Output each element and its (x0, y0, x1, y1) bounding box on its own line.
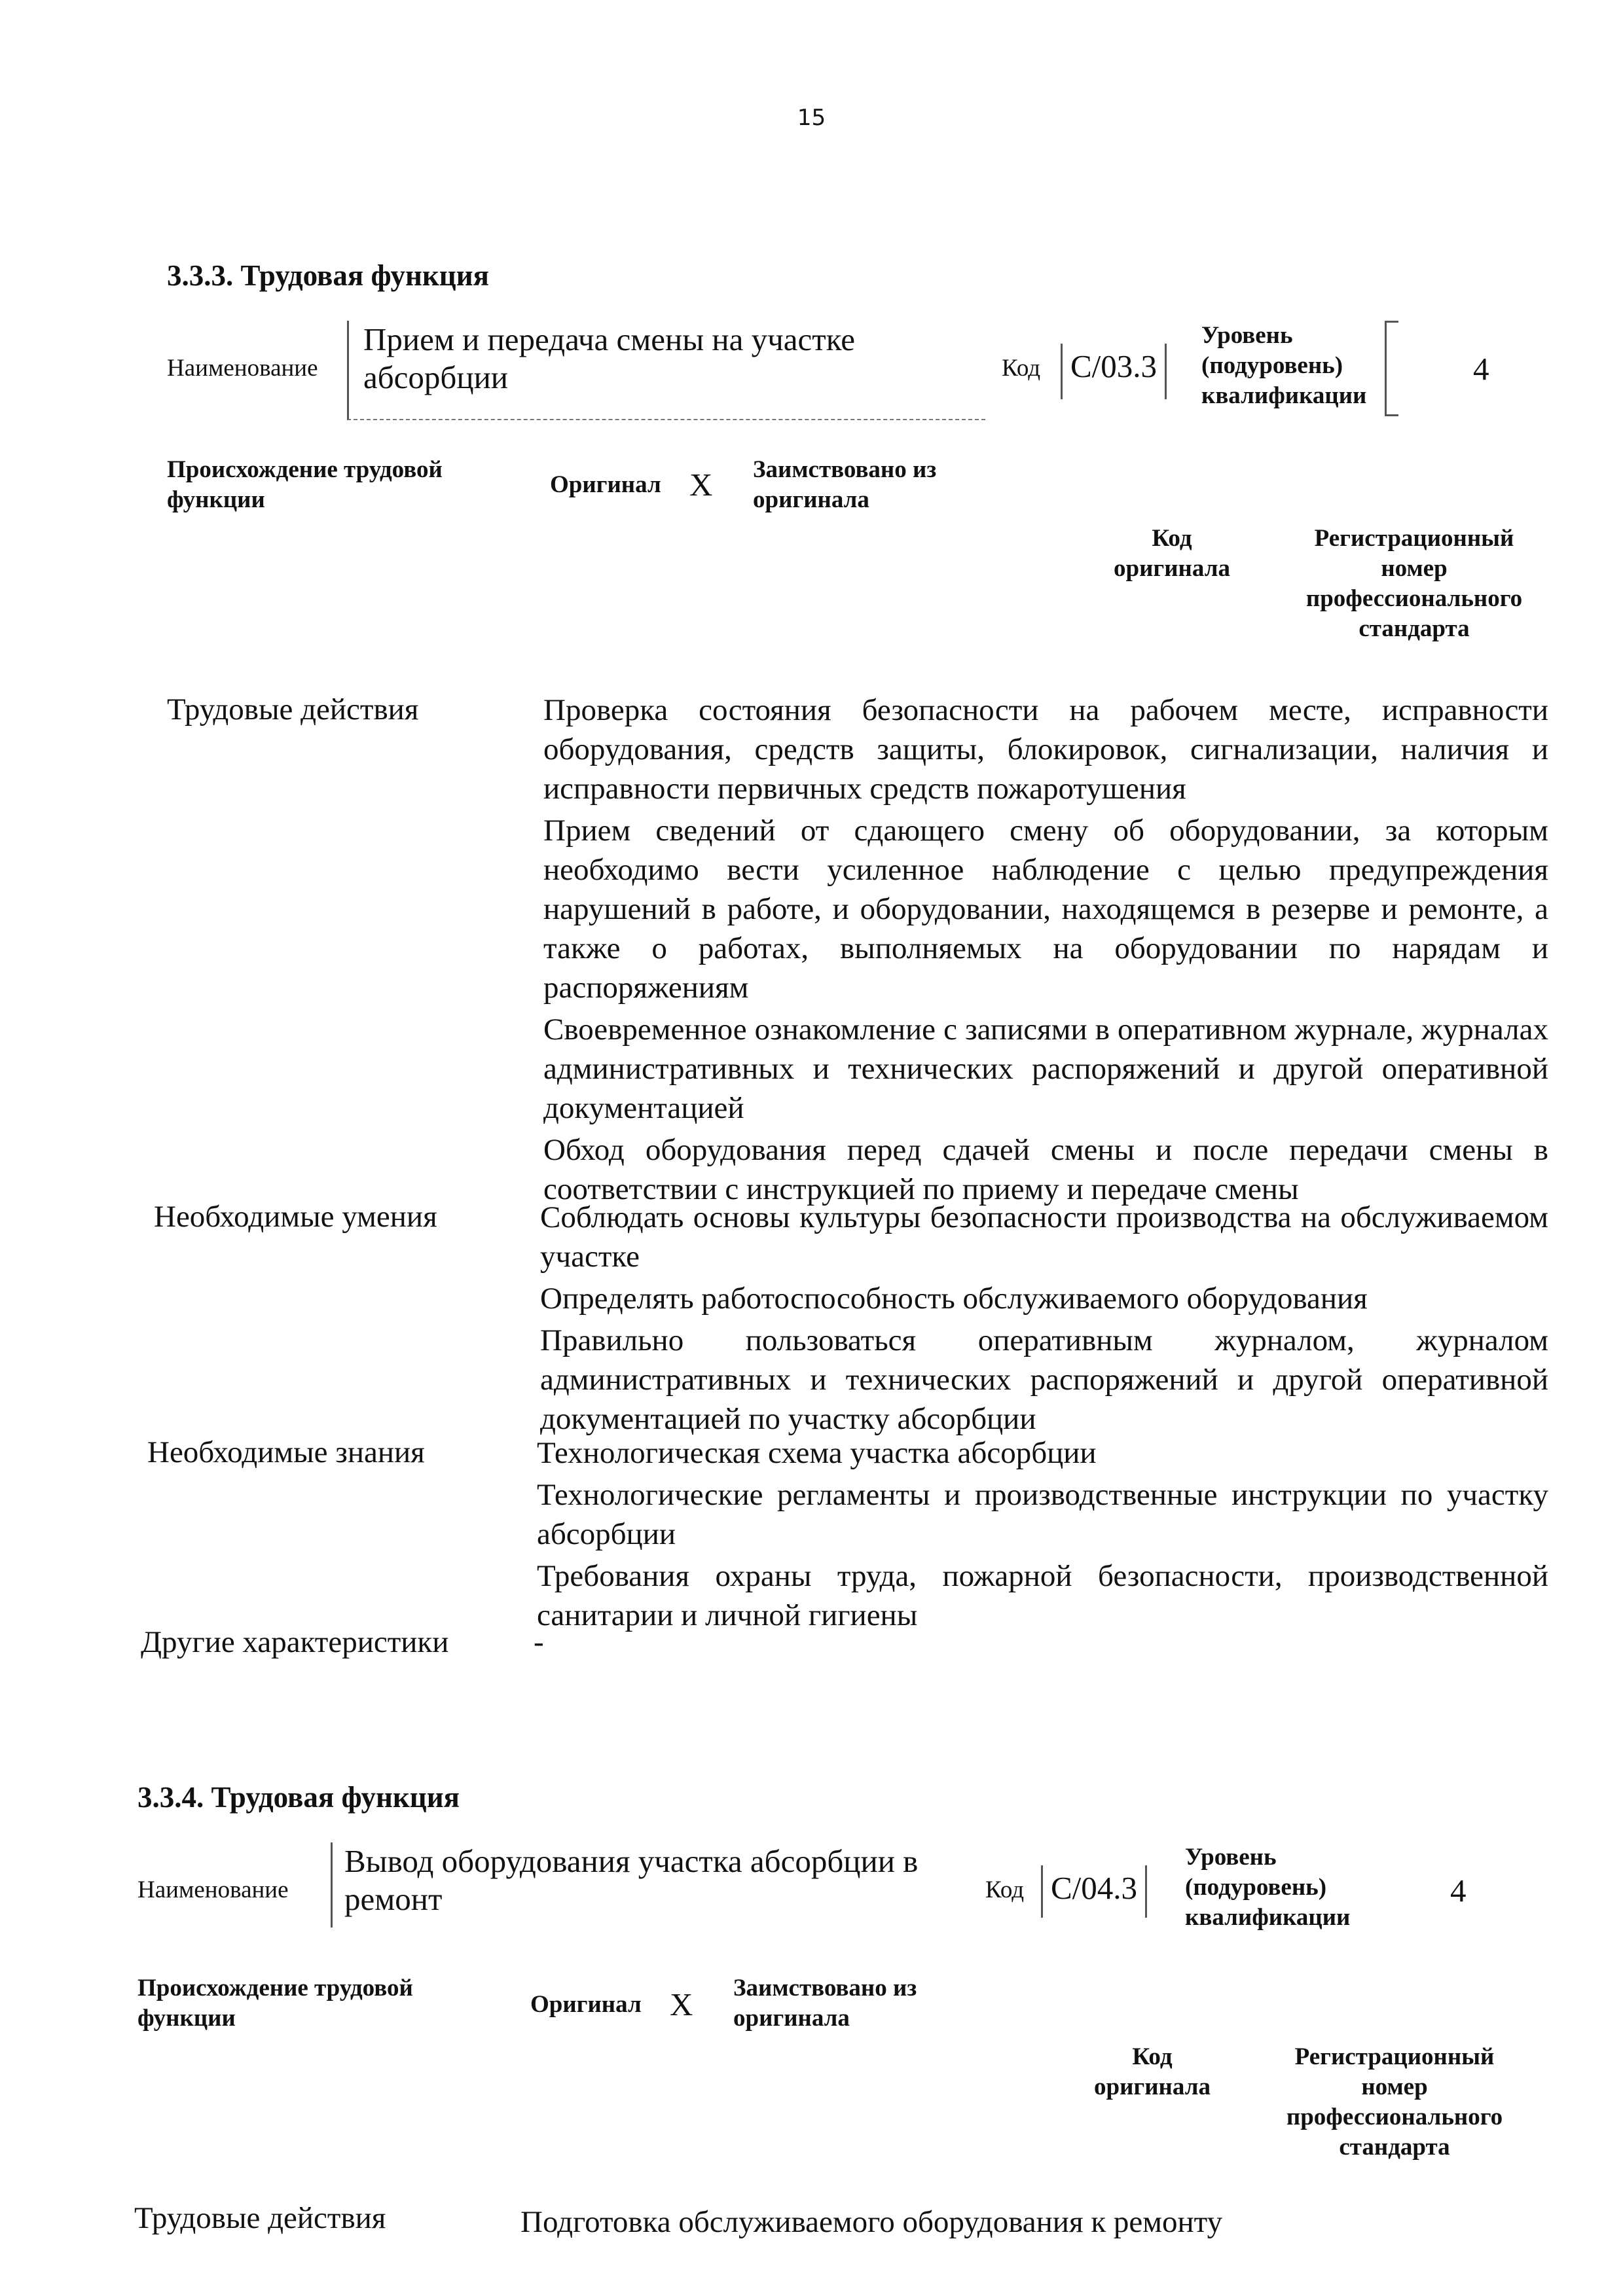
name-label: Наименование (167, 355, 318, 382)
other-characteristics-label: Другие характеристики (141, 1625, 449, 1659)
code-label: Код (1002, 355, 1041, 382)
registration-number-header (1270, 2042, 1519, 2162)
original-label: Оригинал (530, 1991, 642, 2018)
section-title: 3.3.3. Трудовая функция (167, 259, 490, 292)
skills-label: Необходимые умения (154, 1200, 437, 1234)
skills-list (540, 1198, 1548, 1441)
registration-number-header (1290, 524, 1539, 644)
registration-header-line: стандарта (1339, 2134, 1450, 2161)
level-value: 4 (1473, 351, 1489, 387)
code-value: C/04.3 (1041, 1865, 1147, 1918)
original-mark: X (689, 467, 713, 503)
qualification-level-label (1185, 1842, 1350, 1933)
function-name-box (347, 321, 985, 420)
borrowed-label-line: Заимствовано из (753, 456, 937, 483)
original-code-header (1074, 524, 1270, 584)
page-number: 15 (797, 105, 826, 131)
level-label-line: квалификации (1201, 382, 1367, 409)
origin-label-line: функции (137, 2005, 236, 2032)
original-label: Оригинал (550, 471, 661, 498)
registration-header-line: Регистрационный (1294, 2043, 1495, 2070)
skill-item: Правильно пользоваться оперативным журналом, журналом административных и технических распоряжений и другой оперативной документацией по участку абсорбции (540, 1323, 1548, 1436)
origin-label (137, 1973, 413, 2034)
registration-header-line: стандарта (1359, 615, 1470, 642)
registration-header-line: профессионального (1286, 2104, 1503, 2130)
labor-actions-list (543, 691, 1548, 1211)
registration-header-line: номер (1361, 2073, 1428, 2100)
registration-header-line: номер (1381, 555, 1448, 582)
labor-actions-label: Трудовые действия (167, 692, 419, 726)
origin-label-line: Происхождение трудовой (137, 1975, 413, 2001)
level-label-line: Уровень (1201, 322, 1293, 349)
function-name-line: ремонт (344, 1881, 443, 1917)
registration-header-line: Регистрационный (1314, 525, 1514, 552)
level-label-line: (подуровень) (1201, 352, 1343, 379)
knowledge-item: Технологические регламенты и производственные инструкции по участку абсорбции (537, 1478, 1548, 1551)
level-label-line: квалификации (1185, 1904, 1351, 1931)
borrowed-label-line: Заимствовано из (733, 1975, 917, 2001)
labor-action-item: Подготовка обслуживаемого оборудования к ремонту (520, 2205, 1223, 2239)
labor-action-item: Своевременное ознакомление с записями в оперативном журнале, журналах административных и технических распоряжений и другой оперативной документацией (543, 1013, 1548, 1125)
knowledge-item: Требования охраны труда, пожарной безопасности, производственной санитарии и личной гигиены (537, 1559, 1548, 1632)
name-label: Наименование (137, 1876, 289, 1903)
borrowed-label (733, 1973, 917, 2034)
code-value: C/03.3 (1061, 344, 1167, 399)
original-code-header-line: Код (1152, 525, 1192, 552)
section-title: 3.3.4. Трудовая функция (137, 1781, 460, 1814)
knowledge-item: Технологическая схема участка абсорбции (537, 1436, 1097, 1470)
borrowed-label-line: оригинала (733, 2005, 850, 2032)
labor-action-item: Проверка состояния безопасности на рабочем месте, исправности оборудования, средств защиты, блокировок, сигнализации, наличия и исправности первичных средств пожаротушения (543, 693, 1548, 806)
level-label-line: Уровень (1185, 1844, 1277, 1871)
borrowed-label (753, 455, 936, 515)
knowledge-label: Необходимые знания (147, 1435, 425, 1469)
original-code-header-line: оригинала (1114, 555, 1230, 582)
original-code-header-line: Код (1132, 2043, 1173, 2070)
original-mark: X (670, 1986, 693, 2022)
origin-label (167, 455, 443, 515)
level-label-line: (подуровень) (1185, 1874, 1327, 1901)
code-label: Код (985, 1876, 1025, 1903)
other-characteristics-value: - (534, 1625, 544, 1659)
function-name-line: Прием и передача смены на участке (363, 321, 856, 357)
origin-label-line: Происхождение трудовой (167, 456, 443, 483)
original-code-header (1054, 2042, 1250, 2102)
qualification-level-label (1201, 321, 1366, 411)
function-name-line: абсорбции (363, 359, 509, 395)
skill-item: Соблюдать основы культуры безопасности производства на обслуживаемом участке (540, 1200, 1548, 1274)
labor-action-item: Прием сведений от сдающего смену об оборудовании, за которым необходимо вести усиленное наблюдение с целью предупреждения нарушений в работе, и оборудовании, находящемся в резерве и ремонте, а также о работах, выполняемых на оборудовании по нарядам и распоряжениям (543, 814, 1548, 1005)
function-name-line: Вывод оборудования участка абсорбции в (344, 1843, 919, 1879)
labor-actions-list (520, 2202, 1542, 2244)
level-bracket (1385, 321, 1398, 416)
labor-action-item: Обход оборудования перед сдачей смены и после передачи смены в соответствии с инструкцией по приему и передаче смены (543, 1133, 1548, 1206)
knowledge-list (537, 1433, 1548, 1638)
original-code-header-line: оригинала (1094, 2073, 1211, 2100)
skill-item: Определять работоспособность обслуживаемого оборудования (540, 1282, 1368, 1316)
origin-label-line: функции (167, 486, 265, 513)
level-value: 4 (1450, 1873, 1467, 1909)
labor-actions-label: Трудовые действия (134, 2201, 386, 2235)
registration-header-line: профессионального (1305, 585, 1523, 612)
borrowed-label-line: оригинала (753, 486, 869, 513)
function-name-box (331, 1842, 960, 1928)
